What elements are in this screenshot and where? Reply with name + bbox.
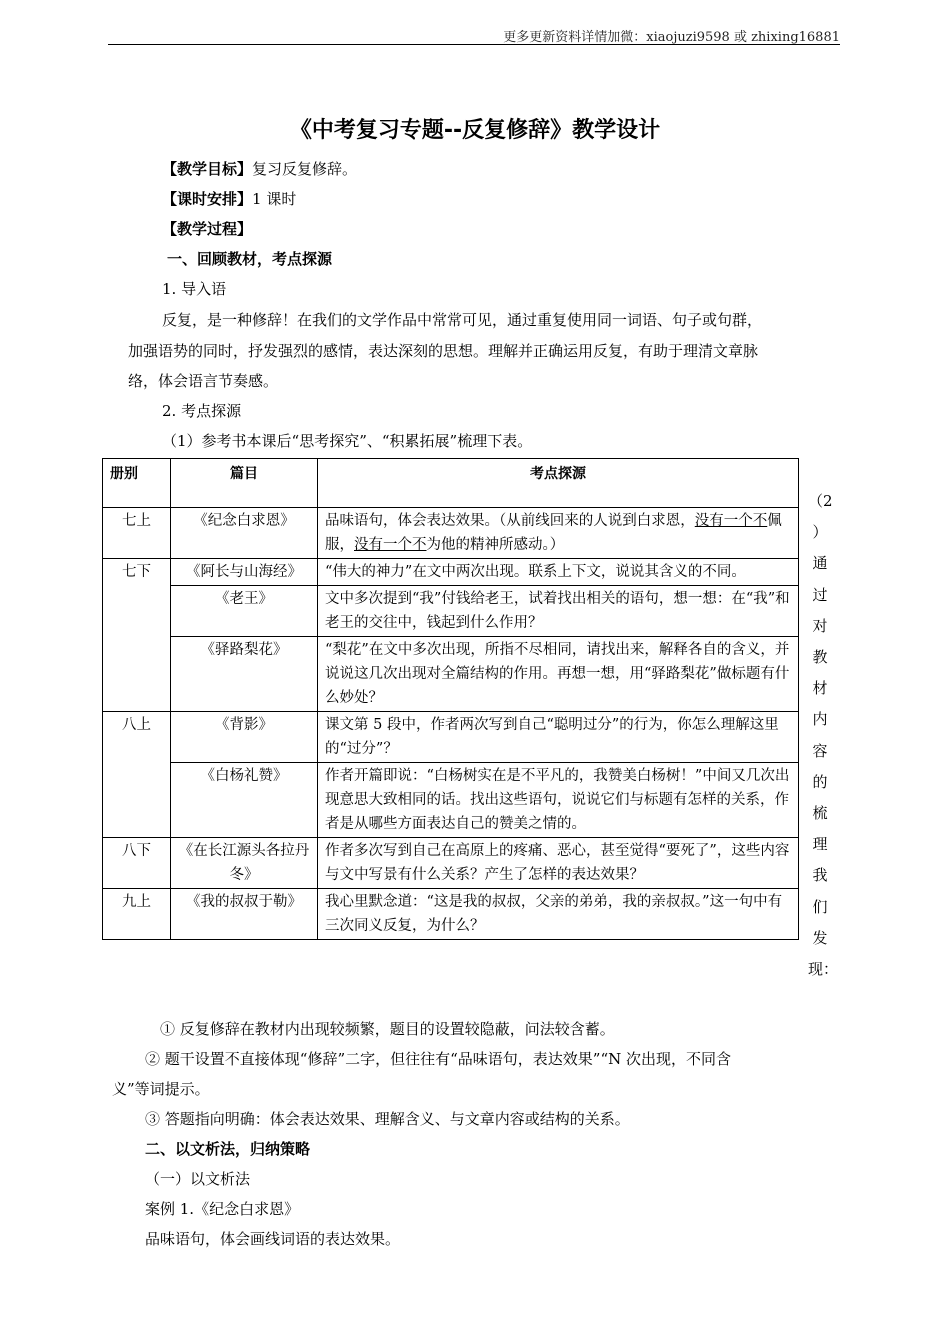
- content-part-c: 为他的精神所感动。）: [426, 537, 565, 553]
- side-char: 对: [812, 616, 828, 635]
- cell-content: 作者多次写到自己在高原上的疼痛、恶心，甚至觉得“要死了”，这些内容与文中写景有什么关系？产生了怎样的表达效果？: [318, 838, 799, 889]
- cell-content: [318, 508, 799, 559]
- table-row: [103, 559, 799, 586]
- table-row: [103, 838, 799, 889]
- finding-2-line-1: ② 题干设置不直接体现“修辞”二字，但往往有“品味语句，表达效果”“N 次出现，不同含: [145, 1050, 732, 1068]
- goal-label: 【教学目标】: [162, 160, 253, 178]
- cell-content: 课文第 5 段中，作者两次写到自己“聪明过分”的行为，你怎么理解这里的“过分”？: [318, 712, 799, 763]
- cell-title: 《阿长与山海经》: [171, 559, 318, 586]
- cell-content: “梨花”在文中多次出现，所指不尽相同，请找出来，解释各自的含义，并说说这几次出现对全篇结构的作用。再想一想，用“驿路梨花”做标题有什么妙处？: [318, 637, 799, 712]
- side-note-vertical: [808, 486, 839, 985]
- intro-heading: 1. 导入语: [162, 280, 227, 298]
- side-char: 我: [812, 866, 828, 885]
- goal-line: [162, 158, 357, 179]
- cell-title: 《白杨礼赞》: [171, 763, 318, 838]
- cell-volume: 八上: [103, 712, 171, 838]
- finding-1: ① 反复修辞在教材内出现较频繁，题目的设置较隐蔽，问法较含蓄。: [160, 1020, 615, 1038]
- side-char: 现：: [808, 960, 839, 979]
- page-title: 《中考复习专题--反复修辞》教学设计: [289, 118, 661, 143]
- cell-title: 《老王》: [171, 586, 318, 637]
- case-1-title: 案例 1.《纪念白求恩》: [145, 1200, 300, 1218]
- cell-volume: 八下: [103, 838, 171, 889]
- side-char: 发: [812, 928, 828, 947]
- side-char: 容: [812, 741, 828, 760]
- goal-text: 复习反复修辞。: [252, 160, 358, 178]
- section2-heading: 二、以文析法，归纳策略: [145, 1140, 311, 1158]
- explore-sub1: （1）参考书本课后“思考探究”、“积累拓展”梳理下表。: [162, 432, 533, 450]
- table-row: [103, 586, 799, 637]
- content-part-b: 佩服，: [325, 513, 782, 553]
- table-row: [103, 712, 799, 763]
- cell-title: 《我的叔叔于勒》: [171, 889, 318, 940]
- underlined-phrase-2: 没有一个不: [354, 537, 427, 553]
- side-char: （2: [808, 492, 833, 510]
- header-volume: 册别: [103, 459, 171, 508]
- cell-volume: 七下: [103, 559, 171, 712]
- finding-3: ③ 答题指向明确：体会表达效果、理解含义、与文章内容或结构的关系。: [145, 1110, 630, 1128]
- cell-title: 《在长江源头各拉丹冬》: [171, 838, 318, 889]
- cell-volume: 七上: [103, 508, 171, 559]
- intro-paragraph-line-3: 络，体会语言节奏感。: [128, 372, 279, 390]
- side-char: 材: [812, 679, 828, 698]
- cell-content: “伟大的神力”在文中两次出现。联系上下文，说说其含义的不同。: [318, 559, 799, 586]
- intro-paragraph-line-1: 反复，是一种修辞！在我们的文学作品中常常可见，通过重复使用同一词语、句子或句群，: [162, 311, 763, 329]
- side-char: 的: [812, 772, 828, 791]
- table-row: [103, 889, 799, 940]
- cell-content: 文中多次提到“我”付钱给老王，试着找出相关的语句，想一想：在“我”和老王的交往中，钱起到什么作用？: [318, 586, 799, 637]
- underlined-phrase-1: 没有一个不: [694, 513, 768, 529]
- cell-title: 《纪念白求恩》: [171, 508, 318, 559]
- cell-content: 作者开篇即说：“白杨树实在是不平凡的，我赞美白杨树！”中间又几次出现意思大致相同的话。找出这些语句，说说它们与标题有怎样的关系，作者是从哪些方面表达自己的赞美之情的。: [318, 763, 799, 838]
- finding-2-line-2: 义”等词提示。: [112, 1080, 210, 1098]
- section1-heading: 一、回顾教材，考点探源: [167, 250, 333, 268]
- side-char: 梳: [812, 804, 828, 823]
- exam-source-table: [102, 458, 799, 940]
- cell-title: 《背影》: [171, 712, 318, 763]
- cell-title: 《驿路梨花》: [171, 637, 318, 712]
- header-contact: 更多更新资料详情加微：xiaojuzi9598 或 zhixing16881: [503, 30, 840, 45]
- process-label: 【教学过程】: [162, 220, 253, 238]
- cell-volume: 九上: [103, 889, 171, 940]
- side-char: 教: [812, 648, 828, 667]
- header-source: 考点探源: [318, 459, 799, 508]
- table-row: [103, 637, 799, 712]
- intro-paragraph-line-2: 加强语势的同时，抒发强烈的感情，表达深刻的思想。理解并正确运用反复，有助于理清文章脉: [128, 342, 759, 360]
- side-char: ）: [812, 523, 828, 542]
- content-part-a: 品味语句，体会表达效果。（从前线回来的人说到白求恩，: [325, 513, 695, 529]
- side-char: 过: [812, 585, 828, 604]
- table-row: [103, 763, 799, 838]
- header-title: 篇目: [171, 459, 318, 508]
- cell-content: 我心里默念道：“这是我的叔叔，父亲的弟弟，我的亲叔叔。”这一句中有三次同义反复，为什么？: [318, 889, 799, 940]
- side-char: 们: [812, 897, 828, 916]
- side-char: 内: [812, 710, 828, 729]
- table-header-row: [103, 459, 799, 508]
- header-divider: [108, 44, 840, 45]
- side-char: 通: [812, 554, 828, 573]
- hours-text: 1 课时: [252, 190, 297, 208]
- analysis-sub: （一）以文析法: [145, 1170, 251, 1188]
- hours-label: 【课时安排】: [162, 190, 253, 208]
- hours-line: [162, 188, 296, 209]
- side-char: 理: [812, 835, 828, 854]
- case-1-task: 品味语句，体会画线词语的表达效果。: [145, 1230, 401, 1248]
- table-row: [103, 508, 799, 559]
- explore-heading: 2. 考点探源: [162, 402, 242, 420]
